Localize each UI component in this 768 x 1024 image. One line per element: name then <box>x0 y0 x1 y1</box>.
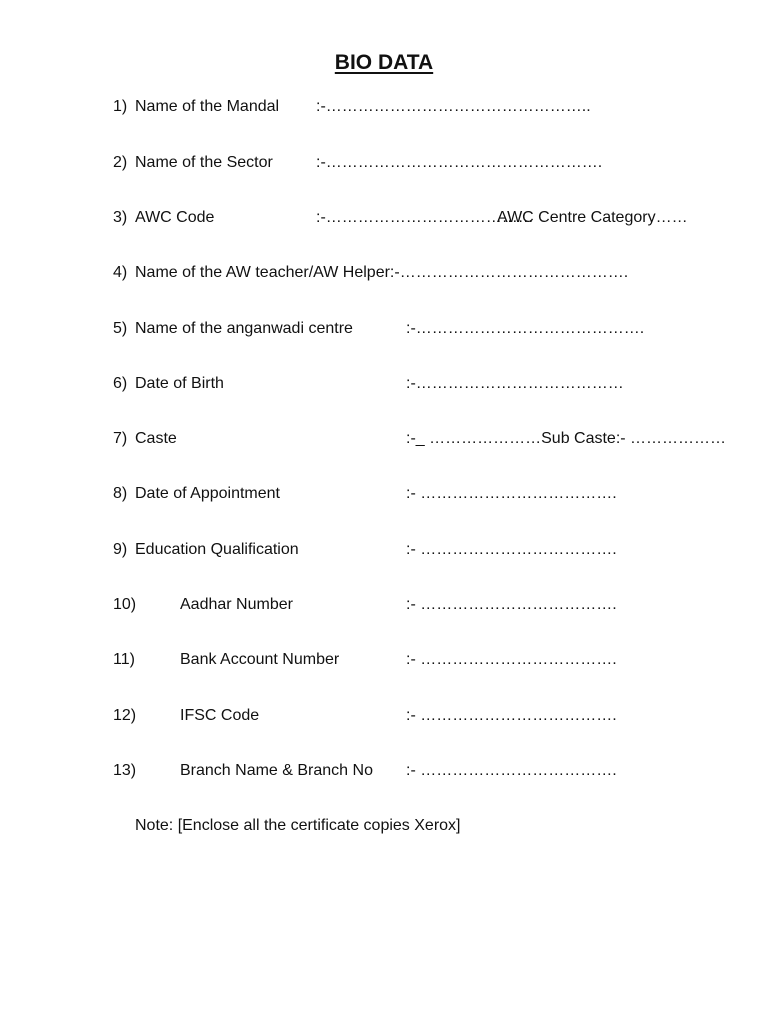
field-label-sector: Name of the Sector <box>135 154 273 171</box>
field-value-education: :- ………………………………. <box>406 541 617 558</box>
row-number: 6) <box>113 375 128 392</box>
form-row-caste <box>0 427 768 451</box>
field-value-bank-account: :- ………………………………. <box>406 651 617 668</box>
field-label-anganwadi-centre: Name of the anganwadi centre <box>135 320 353 337</box>
field-value-branch: :- ………………………………. <box>406 762 617 779</box>
field-label-education: Education Qualification <box>135 541 299 558</box>
row-number: 9) <box>113 541 128 558</box>
form-row-date-of-appointment <box>0 482 768 506</box>
row-number: 3) <box>113 209 128 226</box>
row-number: 4) <box>113 264 128 281</box>
field-label-mandal: Name of the Mandal <box>135 98 280 115</box>
field-value-date-of-appointment: :- ………………………………. <box>406 485 617 502</box>
form-row-branch <box>0 759 768 783</box>
row-number: 1) <box>113 98 128 115</box>
form-row-mandal <box>0 95 768 119</box>
field-value-date-of-birth: :-………………………………… <box>406 375 624 392</box>
field-label-aw-teacher: Name of the AW teacher/AW Helper:-……………………………………. <box>135 264 629 281</box>
field-label-bank-account: Bank Account Number <box>180 651 340 668</box>
row-number: 10) <box>113 596 137 613</box>
field-value-awc-code: :-………………………………… <box>316 209 534 226</box>
field-label-caste: Caste <box>135 430 177 447</box>
field-value-ifsc: :- ………………………………. <box>406 707 617 724</box>
field-value-caste: :-_ …………………Sub Caste:- ……………… <box>406 430 727 447</box>
document-title: BIO DATA <box>334 51 434 74</box>
form-row-date-of-birth <box>0 372 768 396</box>
field-label-branch: Branch Name & Branch No <box>180 762 373 779</box>
row-number: 7) <box>113 430 128 447</box>
row-number: 11) <box>113 651 135 668</box>
enclosure-note: Note: [Enclose all the certificate copies Xerox] <box>135 817 461 834</box>
form-row-education <box>0 538 768 562</box>
field-label-date-of-appointment: Date of Appointment <box>135 485 280 502</box>
row-number: 5) <box>113 320 128 337</box>
row-number: 8) <box>113 485 128 502</box>
form-row-aw-teacher <box>0 261 768 285</box>
form-row-awc-code <box>0 206 768 230</box>
form-row-sector <box>0 151 768 175</box>
field-label-awc-code: AWC Code <box>135 209 215 226</box>
form-row-ifsc <box>0 704 768 728</box>
field-value-aadhar: :- ………………………………. <box>406 596 617 613</box>
field-value-mandal: :-………………………………………….. <box>316 98 591 115</box>
form-row-bank-account <box>0 648 768 672</box>
field-label-date-of-birth: Date of Birth <box>135 375 224 392</box>
row-number: 2) <box>113 154 128 171</box>
field-label-ifsc: IFSC Code <box>180 707 260 724</box>
field-value-anganwadi-centre: :-……………………………………. <box>406 320 645 337</box>
field-value-sector: :-……………………………………………. <box>316 154 603 171</box>
field-awc-centre-category: AWC Centre Category…… <box>497 209 688 226</box>
form-row-aadhar <box>0 593 768 617</box>
form-row-anganwadi-centre <box>0 317 768 341</box>
field-label-aadhar: Aadhar Number <box>180 596 293 613</box>
row-number: 12) <box>113 707 137 724</box>
row-number: 13) <box>113 762 137 779</box>
